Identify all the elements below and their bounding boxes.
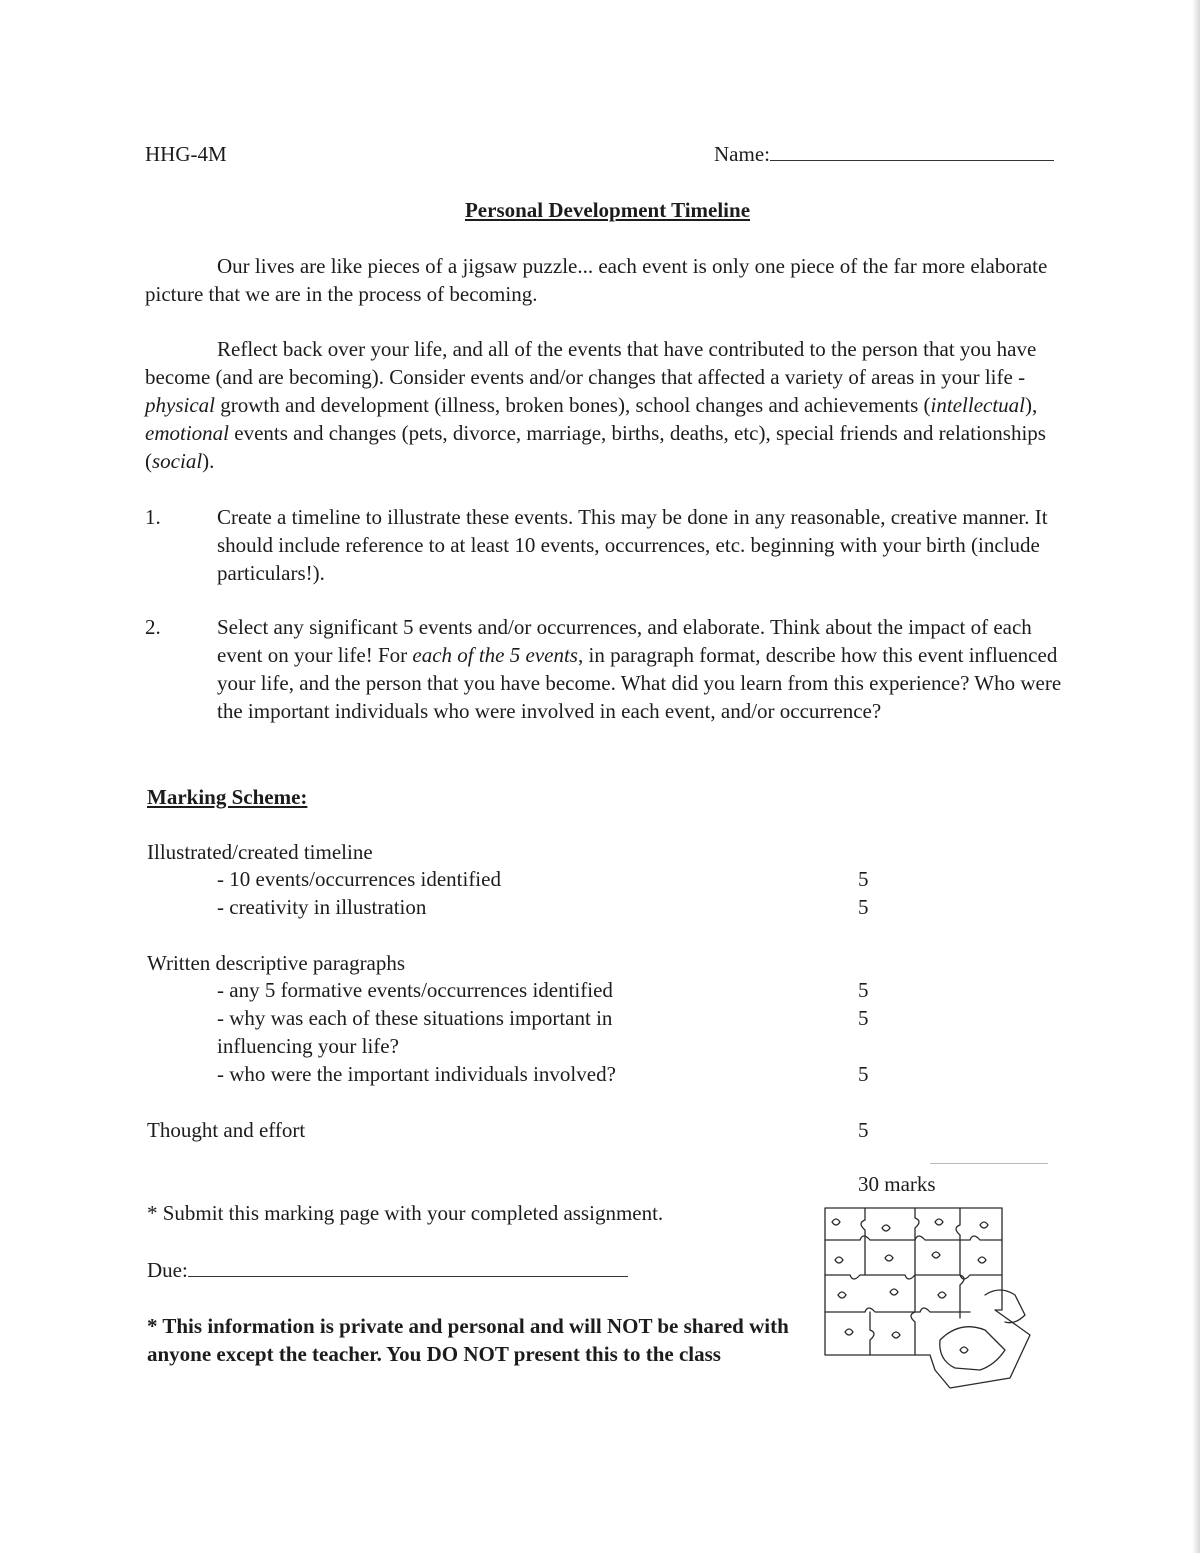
intro-paragraph-2 xyxy=(145,335,1065,475)
name-label: Name: xyxy=(714,142,770,166)
task-2-text xyxy=(217,613,1072,725)
task-2-text-a: Select any significant 5 events and/or occurrences, and elaborate. Think about the impact of each event on your life! For xyxy=(217,615,1032,667)
total-rule xyxy=(930,1163,1048,1164)
intro-text-b: growth and development (illness, broken bones), school changes and achievements ( xyxy=(214,393,931,417)
section-2-item-1-label: - any 5 formative events/occurrences identified xyxy=(217,978,613,1002)
private-note: * This information is private and personal and will NOT be shared with anyone except the teacher. You DO NOT present this to the class xyxy=(147,1314,789,1366)
submit-note: * Submit this marking page with your completed assignment. xyxy=(147,1201,664,1225)
section-2-item-3-marks: 5 xyxy=(858,1062,869,1086)
section-2-item-2-marks: 5 xyxy=(858,1006,869,1030)
emphasis-emotional: emotional xyxy=(145,421,229,445)
due-label: Due: xyxy=(147,1258,188,1282)
intro-paragraph-1: Our lives are like pieces of a jigsaw puzzle... each event is only one piece of the far more elaborate picture that we are in the process of becoming. xyxy=(145,254,1048,306)
jigsaw-puzzle-icon xyxy=(820,1200,1042,1390)
due-blank-line[interactable] xyxy=(188,1256,628,1277)
due-field[interactable] xyxy=(147,1256,628,1284)
section-1-item-2-marks: 5 xyxy=(858,895,869,919)
section-1-item-1-label: - 10 events/occurrences identified xyxy=(217,867,501,891)
emphasis-social: social xyxy=(152,449,203,473)
marking-scheme-heading: Marking Scheme: xyxy=(147,785,308,809)
emphasis-intellectual: intellectual xyxy=(930,393,1026,417)
name-field[interactable] xyxy=(714,140,1054,168)
intro-text-c: ), xyxy=(1025,393,1038,417)
task-2-text-b: , in paragraph format, describe how this event influenced your life, and the person that you have become. What did you learn from this experience? Who were the important individuals who were involved in each event, and/or occurrence? xyxy=(217,643,1062,723)
section-1-item-1-marks: 5 xyxy=(858,867,869,891)
task-1-number: 1. xyxy=(145,505,161,529)
section-2-item-2-label-cont: influencing your life? xyxy=(217,1034,399,1058)
section-2-item-3-label: - who were the important individuals involved? xyxy=(217,1062,616,1086)
intro-text-a: Reflect back over your life, and all of the events that have contributed to the person that you have become (and are becoming). Consider events and/or changes that affected a variety of areas in your life - xyxy=(145,337,1037,389)
intro-text-e: ). xyxy=(202,449,215,473)
task-2-number: 2. xyxy=(145,615,161,639)
task-2-emphasis: each of the 5 events xyxy=(412,643,578,667)
section-3-title: Thought and effort xyxy=(147,1118,306,1142)
course-code: HHG-4M xyxy=(145,142,227,166)
emphasis-physical: physical xyxy=(145,393,215,417)
section-1-item-2-label: - creativity in illustration xyxy=(217,895,427,919)
section-3-marks: 5 xyxy=(858,1118,869,1142)
scan-edge-shadow xyxy=(1192,0,1200,1553)
intro-text-d: events and changes (pets, divorce, marriage, births, deaths, etc), special friends and relationships ( xyxy=(145,421,1046,473)
section-2-item-1-marks: 5 xyxy=(858,978,869,1002)
name-blank-line[interactable] xyxy=(770,140,1054,161)
section-2-title: Written descriptive paragraphs xyxy=(147,951,406,975)
task-1-text: Create a timeline to illustrate these events. This may be done in any reasonable, creative manner. It should include reference to at least 10 events, occurrences, etc. beginning with your birth (include particulars!). xyxy=(217,505,1048,585)
page-title: Personal Development Timeline xyxy=(464,198,751,222)
section-2-item-2-label: - why was each of these situations important in xyxy=(217,1006,613,1030)
section-1-title: Illustrated/created timeline xyxy=(147,840,373,864)
total-marks: 30 marks xyxy=(858,1172,936,1196)
